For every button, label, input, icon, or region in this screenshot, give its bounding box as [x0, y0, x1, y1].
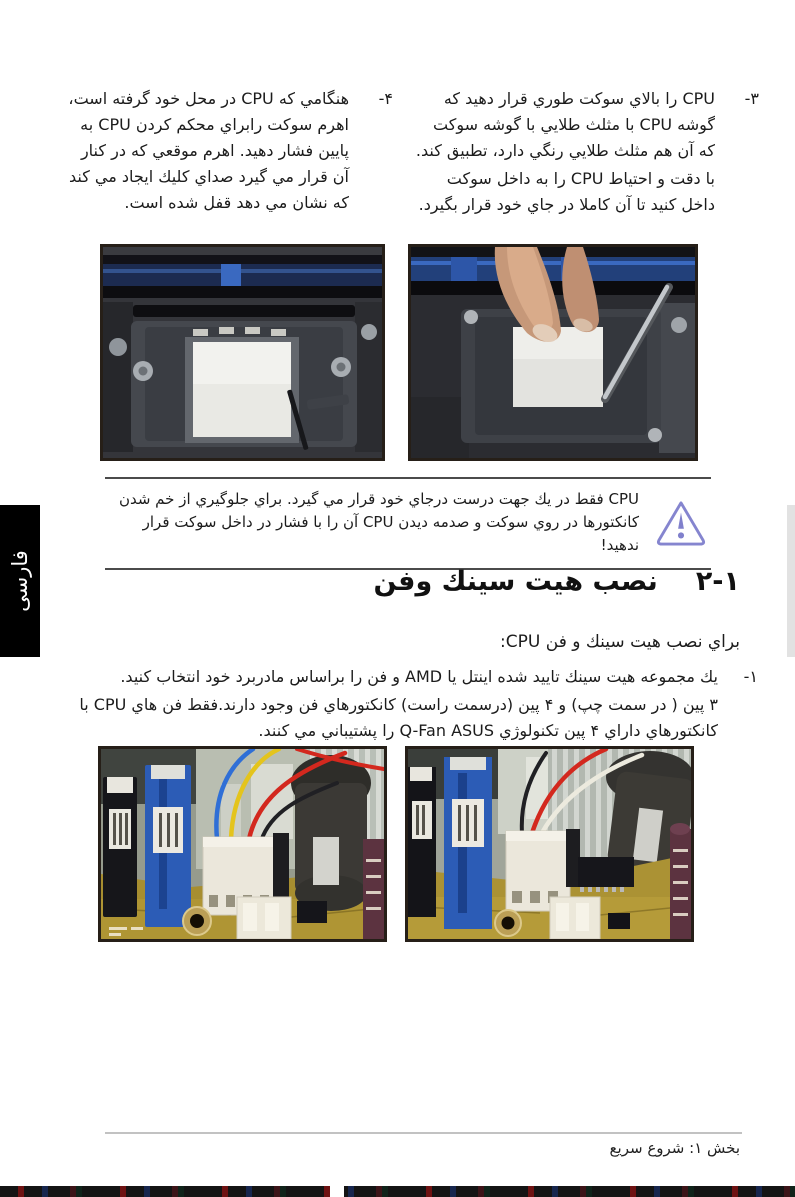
footer-chapter-label: بخش ١: شروع سريع: [609, 1139, 740, 1157]
section-title: نصب هيت سينك وفن: [373, 566, 658, 597]
caution-text: CPU فقط در يك جهت درست درجاي خود قرار مي گيرد. براي جلوگيري از خم شدن كانكتورها در روي سوكت و صدمه ديدن CPU آن را با فشار در داخل سوكت قرار ندهيد!: [118, 490, 639, 554]
right-edge-tab: [787, 505, 795, 657]
photo-fan-connector-3pin: [405, 746, 694, 942]
cpu-insert-photo-illustration: [411, 247, 695, 458]
footer-divider: [105, 1132, 742, 1134]
fan-connector-4pin-illustration: [101, 749, 384, 939]
photo-fan-connector-4pin: [98, 746, 387, 942]
step-4: [62, 86, 393, 218]
step-4-paragraph-1: هنگامي كه CPU در محل خود گرفته است، اهرم سوكت رابراي محكم كردن CPU به پايين فشار دهيد. اهرم موقعي كه در كنار آن قرار مي گيرد صداي كليك ايجاد مي كند كه نشان مي دهد قفل شده است.: [68, 89, 349, 212]
step-1-number: ١-: [743, 667, 758, 686]
section-number: ١-٢: [695, 566, 740, 597]
section-intro: براي نصب هيت سينك و فن CPU:: [500, 632, 740, 652]
caution-triangle-icon: [655, 499, 707, 547]
cpu-locked-photo-illustration: [103, 247, 382, 458]
step-3: [413, 86, 759, 218]
language-side-tab: [0, 505, 40, 657]
step-1: [60, 664, 758, 744]
fan-connector-3pin-illustration: [408, 749, 691, 939]
top-steps: [62, 86, 759, 218]
print-registration-strip: [0, 1186, 795, 1197]
photo-cpu-being-inserted: [408, 244, 698, 461]
step-3-text: [413, 86, 715, 218]
step-1-paragraph-2: ٣ پين ( در سمت چپ) و ۴ پين (درسمت راست) كانكتورهاي فن وجود دارند.فقط فن هاي CPU با كانكتورهاي داراي ۴ پين تكنولوژي Q-Fan ASUS را پشتيباني مي كنند.: [79, 695, 718, 740]
caution-box: [105, 477, 711, 570]
step-1-paragraph-1: يك مجموعه هيت سينك تاييد شده اينتل يا AMD و فن را براساس مادربرد خود انتخاب كنيد.: [120, 667, 718, 686]
print-strip-gap: [330, 1186, 344, 1197]
step-3-paragraph-1: CPU را بالاي سوكت طوري قرار دهيد كه گوشه CPU با مثلث طلايي با گوشه سوكت كه آن هم مثلث طلايي رنگي دارد، تطبيق كند.: [415, 89, 715, 160]
language-tab-label: فارسی: [8, 550, 32, 612]
step-4-number: ۴-: [378, 89, 393, 108]
section-heading: [373, 566, 740, 597]
photo-cpu-locked-in-socket: [100, 244, 385, 461]
step-4-text: [62, 86, 349, 218]
step-3-paragraph-2: با دقت و احتياط CPU را به داخل سوكت داخل كنيد تا آن كاملا در جاي خود قرار بگيرد.: [418, 169, 715, 214]
step-3-number: ٣-: [744, 89, 759, 108]
step-1-text: [60, 664, 718, 744]
